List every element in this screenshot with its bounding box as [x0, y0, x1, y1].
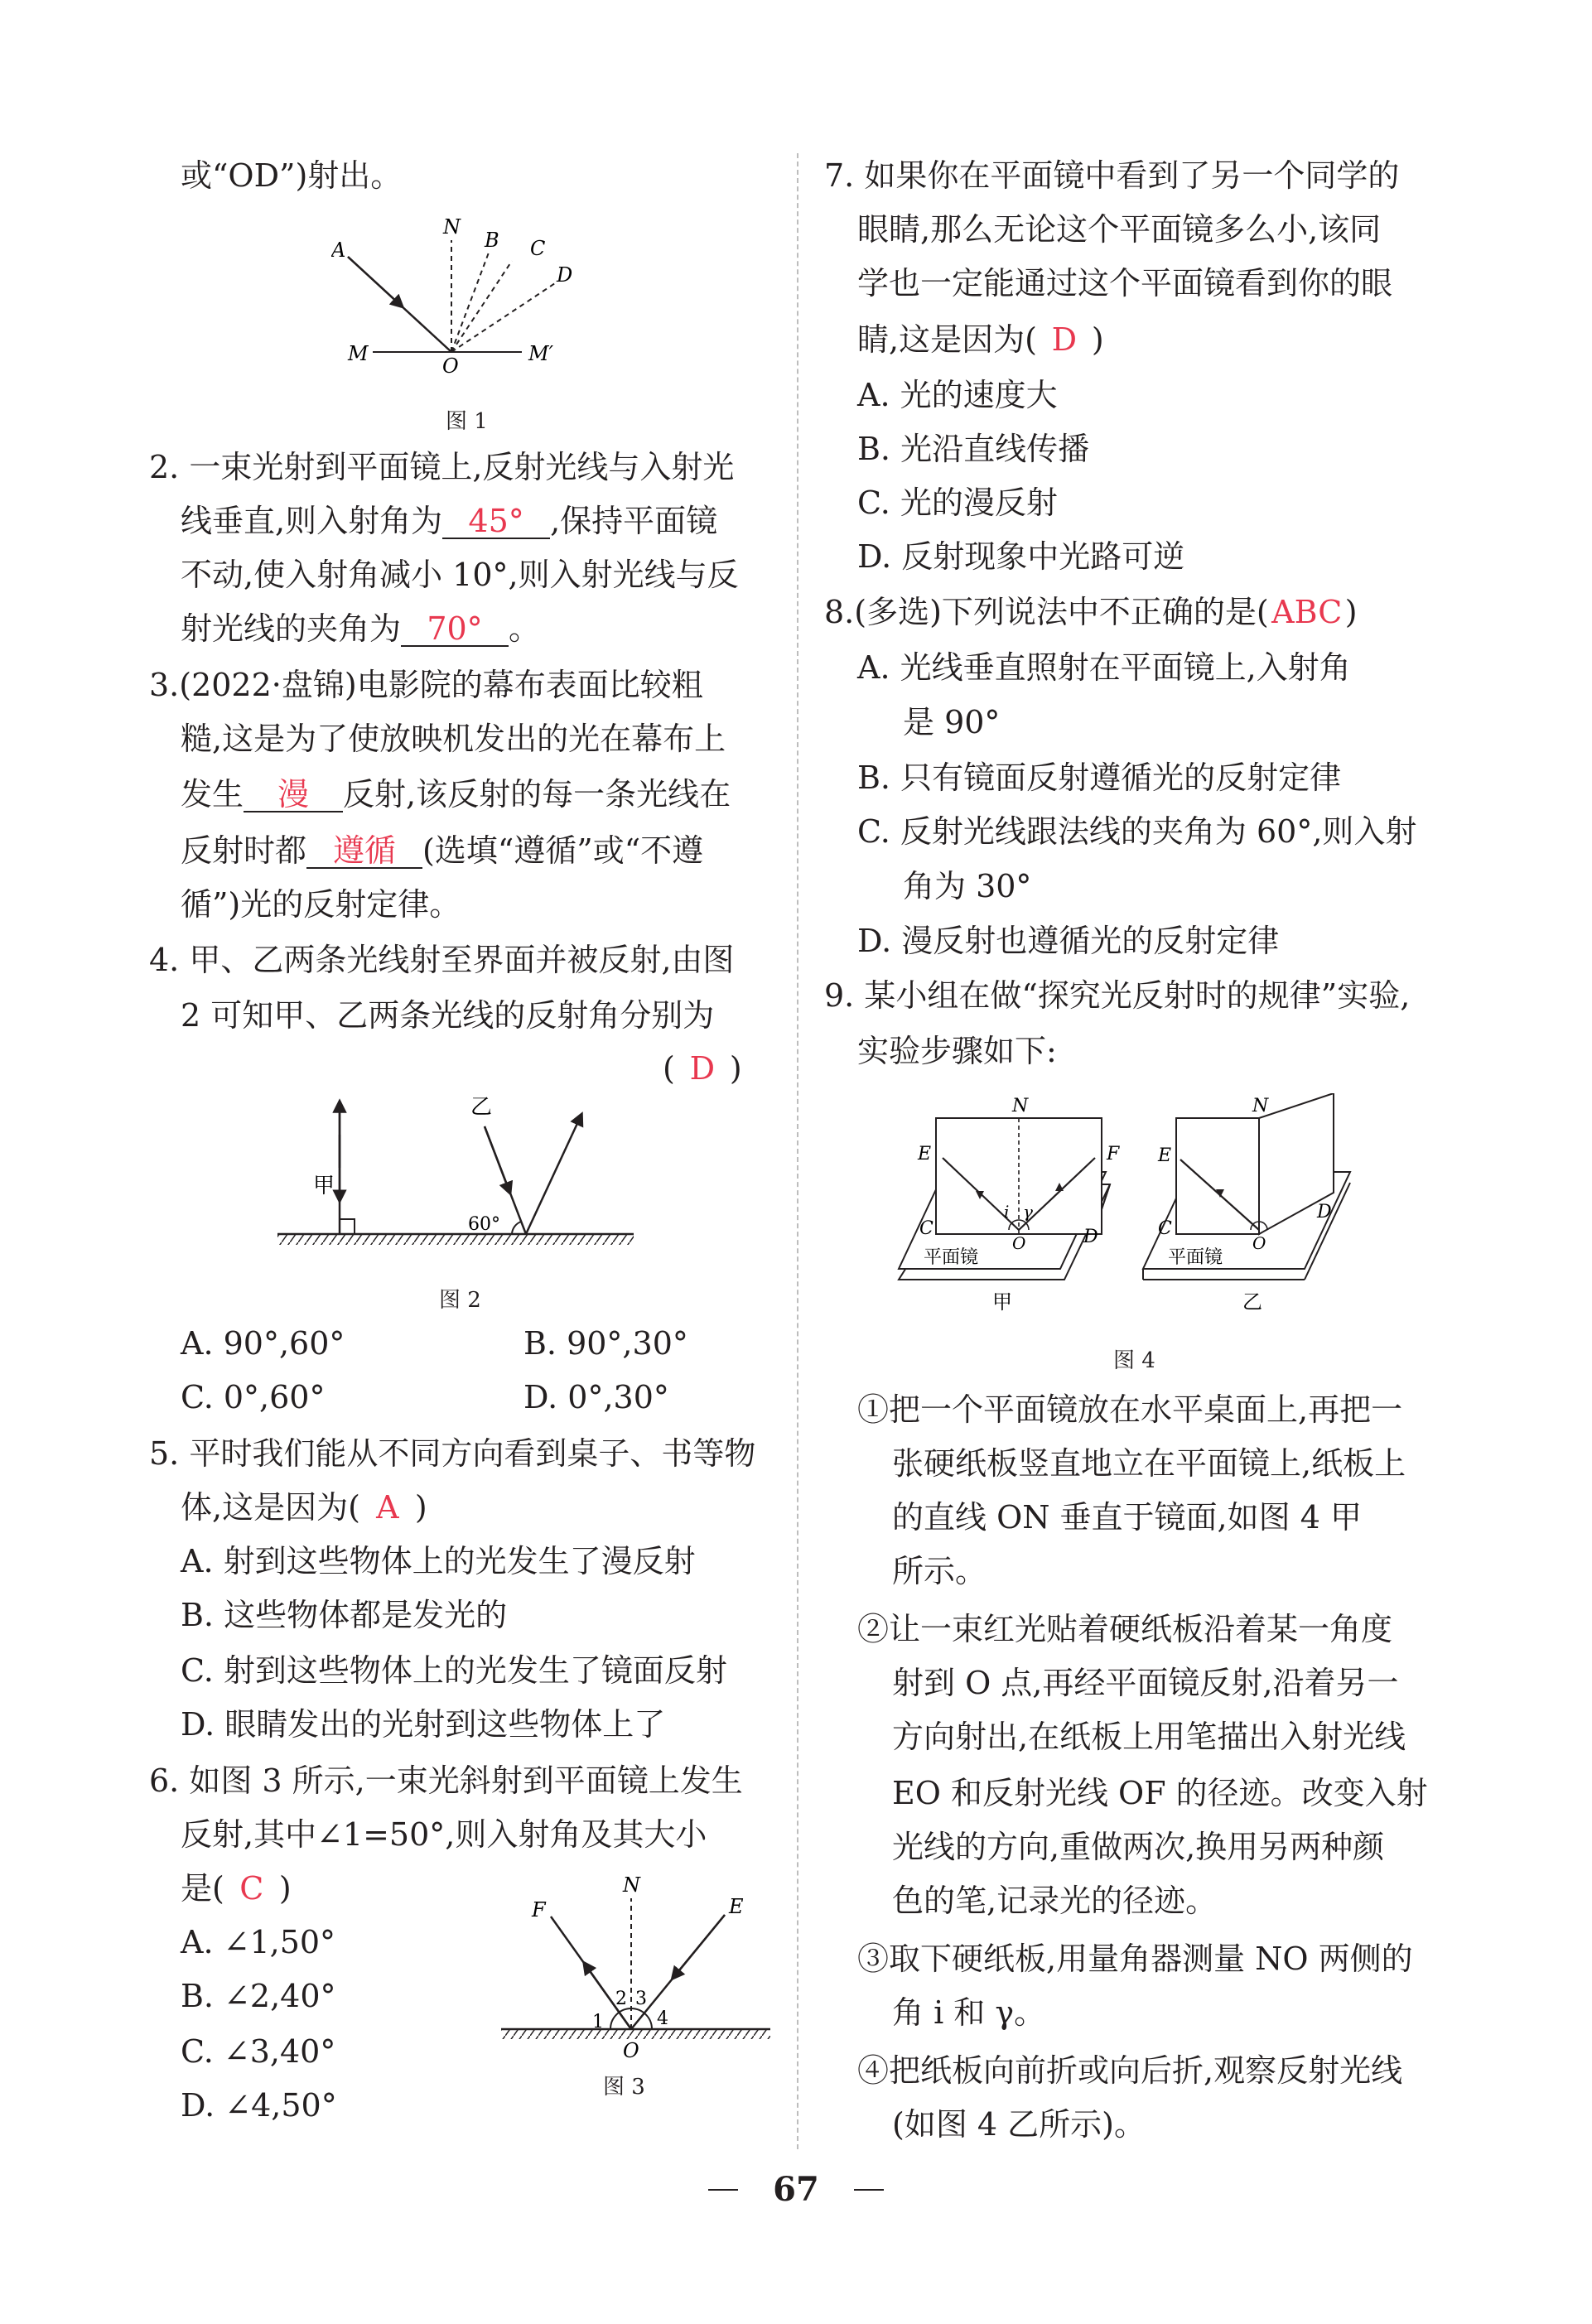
q2-answer-1: 45°	[442, 504, 550, 539]
step-2-line-4: EO 和反射光线 OF 的径迹。改变入射	[892, 1775, 1428, 1811]
q8-option-c-1: C. 反射光线跟法线的夹角为 60°,则入射	[857, 813, 1417, 850]
label-60deg: 60°	[468, 1214, 500, 1235]
q3-answer-2: 遵循	[306, 834, 422, 869]
q4-option-d: D. 0°,30°	[523, 1379, 669, 1415]
step-1-line-4: 所示。	[892, 1553, 987, 1589]
q6-option-d: D. ∠4,50°	[181, 2087, 337, 2124]
step-1-line-3: 的直线 ON 垂直于镜面,如图 4 甲	[892, 1499, 1362, 1536]
q4-option-c: C. 0°,60°	[181, 1379, 326, 1415]
arrow-mark	[348, 257, 399, 304]
figure-4-jia	[899, 1096, 1120, 1314]
step-1-line-2: 张硬纸板竖直地立在平面镜上,纸板上	[892, 1445, 1406, 1482]
q5-line-2: 体,这是因为( A )	[181, 1489, 427, 1526]
step-2-line-2: 射到 O 点,再经平面镜反射,沿着另一	[892, 1665, 1399, 1701]
step-4-line-2: (如图 4 乙所示)。	[892, 2106, 1146, 2143]
q5-line-1: 5. 平时我们能从不同方向看到桌子、书等物	[149, 1435, 756, 1472]
q6-line-2: 反射,其中∠1=50°,则入射角及其大小	[181, 1816, 707, 1853]
label-4: 4	[657, 2008, 668, 2029]
label-jia: 甲	[313, 1174, 335, 1198]
yi-reflected	[526, 1118, 580, 1234]
label-m: M	[348, 342, 369, 365]
figure-3	[497, 1873, 779, 2064]
jia-label-o: O	[1012, 1233, 1026, 1253]
q7-line-1: 7. 如果你在平面镜中看到了另一个同学的	[824, 157, 1400, 194]
q8-option-b: B. 只有镜面反射遵循光的反射定律	[857, 759, 1342, 796]
q2-line-4: 射光线的夹角为 70° 。	[181, 610, 541, 647]
q7-option-d: D. 反射现象中光路可逆	[857, 538, 1185, 575]
step-2-line-6: 色的笔,记录光的径迹。	[892, 1883, 1218, 1919]
q2-line-2: 线垂直,则入射角为 45° ,保持平面镜	[181, 503, 718, 539]
q3-line-2: 糙,这是为了使放映机发出的光在幕布上	[181, 721, 726, 757]
yi-caption: 乙	[1242, 1290, 1262, 1314]
q2-line-1: 2. 一束光射到平面镜上,反射光线与入射光	[149, 449, 735, 485]
q5-option-c: C. 射到这些物体上的光发生了镜面反射	[181, 1652, 727, 1689]
step-1-line-1: ①把一个平面镜放在水平桌面上,再把一	[857, 1391, 1403, 1428]
q8-option-d: D. 漫反射也遵循光的反射定律	[857, 923, 1280, 959]
label-yi: 乙	[470, 1095, 493, 1120]
q4-answer: D	[689, 1050, 716, 1087]
step-3-line-1: ③取下硬纸板,用量角器测量 NO 两侧的	[857, 1941, 1413, 1977]
column-divider	[797, 153, 798, 2149]
label-n: N	[623, 1873, 640, 1897]
yi-board-left	[1176, 1118, 1259, 1234]
step-2-line-1: ②让一束红光贴着硬纸板沿着某一角度	[857, 1611, 1393, 1647]
q4-option-a: A. 90°,60°	[181, 1325, 345, 1362]
label-1: 1	[592, 2012, 604, 2032]
q5-option-d: D. 眼睛发出的光射到这些物体上了	[181, 1706, 666, 1743]
q6-answer: C	[239, 1870, 264, 1907]
q8-line-1: 8.(多选)下列说法中不正确的是(ABC)	[824, 594, 1358, 630]
label-b: B	[485, 229, 499, 252]
figure-4-yi	[1143, 1093, 1350, 1314]
ray-oc	[451, 261, 512, 352]
right-angle-mark	[340, 1219, 355, 1234]
q3-line-3: 发生 漫 反射,该反射的每一条光线在	[181, 776, 731, 812]
jia-label-d: D	[1083, 1227, 1098, 1247]
figure-4	[895, 1093, 1358, 1325]
figure-1-caption: 图 1	[446, 409, 488, 434]
step-4-line-1: ④把纸板向前折或向后折,观察反射光线	[857, 2052, 1403, 2089]
label-f: F	[532, 1898, 546, 1921]
q5-answer: A	[376, 1489, 399, 1526]
label-m-prime: M′	[528, 342, 554, 365]
surface-hatch	[277, 1235, 634, 1245]
label-o: O	[623, 2039, 639, 2062]
q6-option-c: C. ∠3,40°	[181, 2033, 336, 2070]
q3-line-5: 循”)光的反射定律。	[181, 886, 461, 923]
label-3: 3	[635, 1989, 647, 2009]
jia-label-n: N	[1012, 1096, 1029, 1116]
yi-label-d: D	[1317, 1202, 1332, 1222]
q4-answer-row: ( D )	[663, 1050, 742, 1087]
q9-line-1: 9. 某小组在做“探究光反射时的规律”实验,	[824, 977, 1411, 1014]
continued-line: 或“OD”)射出。	[181, 157, 403, 194]
q7-answer: D	[1051, 321, 1078, 358]
ray-ob	[451, 253, 489, 352]
q7-line-4: 睛,这是因为( D )	[857, 321, 1104, 358]
label-a: A	[331, 239, 346, 262]
q4-line-1: 4. 甲、乙两条光线射至界面并被反射,由图	[149, 942, 735, 978]
q5-option-a: A. 射到这些物体上的光发生了漫反射	[181, 1543, 696, 1579]
q4-line-2: 2 可知甲、乙两条光线的反射角分别为	[181, 997, 715, 1034]
yi-label-o: O	[1252, 1233, 1266, 1253]
yi-label-c: C	[1158, 1218, 1172, 1239]
figure-2	[265, 1068, 646, 1251]
mirror-hatch	[501, 2030, 770, 2039]
figure-2-caption: 图 2	[439, 1288, 481, 1313]
q8-option-c-2: 角为 30°	[903, 868, 1032, 904]
q2-answer-2: 70°	[401, 612, 509, 647]
label-n: N	[443, 215, 461, 239]
label-2: 2	[615, 1989, 627, 2009]
q4-option-b: B. 90°,30°	[523, 1325, 688, 1362]
yi-label-e: E	[1158, 1145, 1172, 1166]
q7-option-c: C. 光的漫反射	[857, 485, 1058, 521]
step-3-line-2: 角 i 和 γ。	[892, 1994, 1046, 2031]
q7-option-a: A. 光的速度大	[857, 377, 1058, 413]
label-o: O	[442, 354, 459, 378]
yi-incident-arrow	[485, 1126, 509, 1189]
q3-line-4: 反射时都 遵循 (选填“遵循”或“不遵	[181, 832, 704, 869]
figure-1	[331, 215, 596, 381]
page-number: 67	[773, 2170, 819, 2209]
jia-label-i: i	[1004, 1202, 1010, 1222]
page-number-dash-right	[854, 2189, 884, 2191]
q8-option-a-2: 是 90°	[903, 704, 1001, 740]
yi-label-n: N	[1252, 1096, 1269, 1116]
step-2-line-5: 光线的方向,重做两次,换用另两种颜	[892, 1829, 1385, 1865]
jia-label-f: F	[1107, 1144, 1120, 1164]
step-2-line-3: 方向射出,在纸板上用笔描出入射光线	[892, 1719, 1406, 1755]
q6-line-1: 6. 如图 3 所示,一束光斜射到平面镜上发生	[149, 1762, 743, 1799]
jia-caption: 甲	[992, 1290, 1012, 1314]
q9-line-2: 实验步骤如下:	[857, 1033, 1057, 1069]
q5-option-b: B. 这些物体都是发光的	[181, 1597, 508, 1633]
q6-line-3: 是( C )	[181, 1870, 292, 1907]
q8-answer: ABC	[1271, 594, 1343, 630]
q3-answer-1: 漫	[244, 778, 343, 812]
angle-arc	[512, 1222, 521, 1234]
q7-option-b: B. 光沿直线传播	[857, 431, 1090, 467]
q6-option-b: B. ∠2,40°	[181, 1978, 336, 2014]
q7-line-2: 眼睛,那么无论这个平面镜多么小,该同	[857, 211, 1382, 248]
q8-option-a-1: A. 光线垂直照射在平面镜上,入射角	[857, 649, 1351, 686]
jia-mirror-label: 平面镜	[924, 1247, 979, 1268]
label-c: C	[530, 237, 546, 260]
q2-line-3: 不动,使入射角减小 10°,则入射光线与反	[181, 557, 739, 593]
incident-arrow	[675, 1915, 725, 1975]
q3-line-1: 3.(2022·盘锦)电影院的幕布表面比较粗	[149, 667, 703, 703]
jia-label-gamma: γ	[1023, 1202, 1033, 1222]
figure-4-caption: 图 4	[1113, 1348, 1155, 1373]
jia-label-e: E	[918, 1144, 932, 1164]
yi-mirror-label: 平面镜	[1168, 1247, 1223, 1268]
page-number-dash-left	[708, 2189, 738, 2191]
jia-label-c: C	[919, 1218, 933, 1239]
figure-3-caption: 图 3	[603, 2075, 645, 2100]
q7-line-3: 学也一定能通过这个平面镜看到你的眼	[857, 265, 1393, 301]
label-e: E	[729, 1895, 744, 1918]
label-d: D	[557, 263, 573, 287]
q6-option-a: A. ∠1,50°	[181, 1924, 336, 1960]
